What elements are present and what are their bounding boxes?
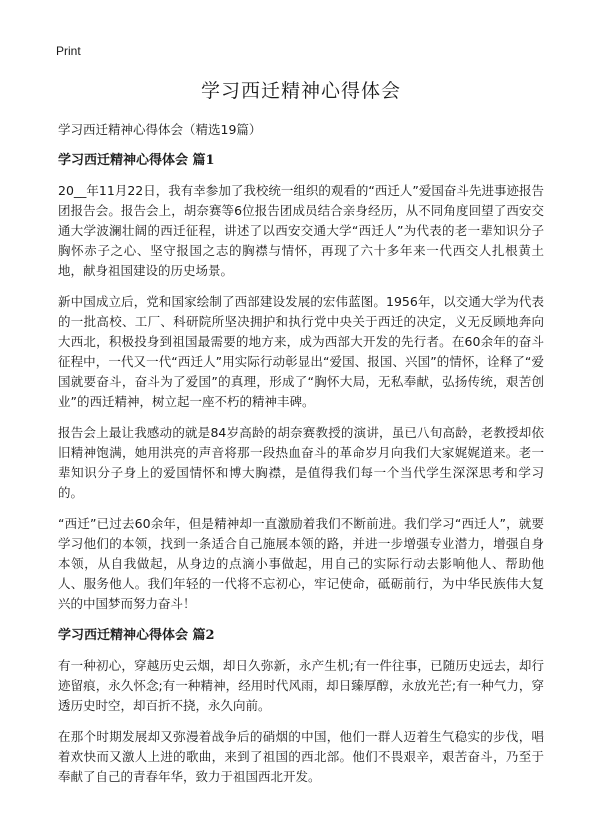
print-link[interactable]: Print	[56, 44, 81, 58]
paragraph: “西迁”已过去60余年，但是精神却一直激励着我们不断前进。我们学习“西迁人”，就要学习他们的本领，找到一条适合自己施展本领的路，并进一步增强专业潜力，增强自身本领，从自我做起，从身边的点滴小事做起，用自己的实际行动去影响他人、帮助他人、服务他人。我们年轻的一代将不忘初心，牢记使命，砥砺前行，为中华民族伟大复兴的中国梦而努力奋斗！	[58, 516, 544, 611]
section-2	[58, 626, 544, 787]
document-title: 学习西迁精神心得体会	[200, 80, 401, 102]
section-heading: 学习西迁精神心得体会 篇1	[58, 153, 215, 168]
paragraph: 报告会上最让我感动的就是84岁高龄的胡奈赛教授的演讲，虽已八旬高龄，老教授却依旧精神饱满，她用洪亮的声音将那一段热血奋斗的革命岁月向我们大家娓娓道来。老一辈知识分子身上的爱国情怀和博大胸襟，是值得我们每一个当代学生深深思考和学习的。	[58, 425, 544, 500]
document-subtitle: 学习西迁精神心得体会（精选19篇）	[58, 122, 262, 137]
section-1	[58, 151, 544, 614]
paragraph: 在那个时期发展却又弥漫着战争后的硝烟的中国，他们一群人迈着生气稳实的步伐，唱着欢快而又激人上进的歌曲，来到了祖国的西北部。他们不畏艰辛，艰苦奋斗，乃至于奉献了自己的青春年华，致力于祖国西北开发。	[58, 729, 544, 784]
paragraph: 新中国成立后，党和国家绘制了西部建设发展的宏伟蓝图。1956年，以交通大学为代表的一批高校、工厂、科研院所坚决拥护和执行党中央关于西迁的决定，义无反顾地奔向大西北，积极投身到祖国最需要的地方来，成为西部大开发的先行者。在60余年的奋斗征程中，一代又一代“西迁人”用实际行动彰显出“爱国、报国、兴国”的情怀，诠释了“爱国就要奋斗，奋斗为了爱国”的真理，形成了“胸怀大局，无私奉献，弘扬传统，艰苦创业”的西迁精神，树立起一座不朽的精神丰碑。	[58, 294, 544, 409]
paragraph: 20__年11月22日，我有幸参加了我校统一组织的观看的“西迁人”爱国奋斗先进事迹报告团报告会。报告会上，胡奈赛等6位报告团成员结合亲身经历，从不同角度回望了西安交通大学波澜壮阔的西迁征程，讲述了以西安交通大学“西迁人”为代表的老一辈知识分子胸怀赤子之心、坚守报国之志的胸襟与情怀，再现了六十多年来一代西交人扎根黄土地，献身祖国建设的历史场景。	[58, 183, 544, 278]
paragraph: 有一种初心，穿越历史云烟，却日久弥新，永产生机;有一件往事，已随历史远去，却行迹留痕，永久怀念;有一种精神，经用时代风雨，却日臻厚醇，永放光芒;有一种气力，穿透历史时空，却百折不挠，永久向前。	[58, 658, 544, 713]
section-heading: 学习西迁精神心得体会 篇2	[58, 628, 215, 643]
